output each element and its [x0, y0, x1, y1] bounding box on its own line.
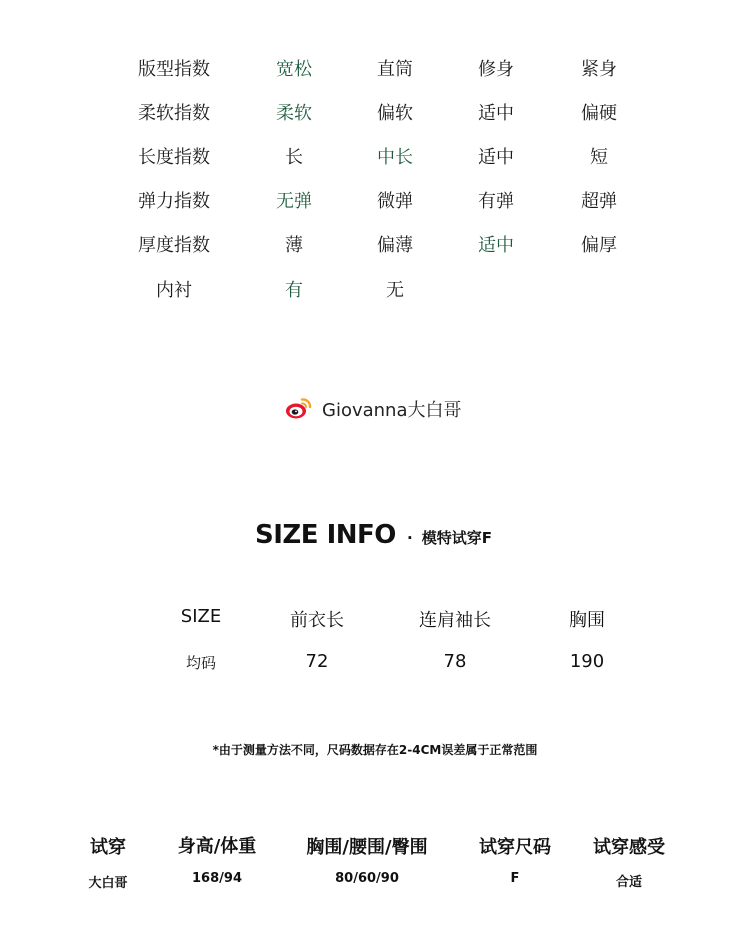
try-header-model: 试穿 [90, 837, 126, 858]
index-row-label: 弹力指数 [138, 191, 210, 212]
index-option-selected: 有 [285, 280, 303, 301]
try-value-feel: 合适 [615, 875, 643, 890]
index-option-selected: 宽松 [276, 59, 312, 80]
size-value-chest: 190 [569, 651, 605, 672]
try-value-size: F [510, 871, 520, 886]
size-header-front-length: 前衣长 [290, 610, 344, 631]
index-option: 适中 [478, 147, 514, 168]
index-option: 长 [285, 147, 303, 168]
size-header-size: SIZE [180, 606, 222, 627]
index-option: 有弹 [478, 191, 514, 212]
index-option: 偏硬 [581, 103, 617, 124]
weibo-handle: Giovanna大白哥 [322, 400, 462, 421]
index-row-label: 版型指数 [138, 59, 210, 80]
size-info-separator: · [406, 529, 413, 547]
index-row-label: 厚度指数 [138, 235, 210, 256]
try-value-model: 大白哥 [88, 876, 128, 891]
size-info-title: SIZE INFO [255, 520, 396, 550]
index-row-label: 内衬 [156, 280, 192, 301]
index-option: 超弹 [581, 191, 617, 212]
index-option-selected: 适中 [478, 235, 514, 256]
size-value-size: 均码 [185, 654, 217, 672]
index-option: 适中 [478, 103, 514, 124]
size-value-sleeve-length: 78 [443, 651, 467, 672]
index-option: 修身 [478, 59, 514, 80]
try-header-feel: 试穿感受 [593, 837, 665, 858]
index-option: 紧身 [581, 59, 617, 80]
try-value-measurements: 80/60/90 [335, 871, 399, 886]
measurement-note: *由于测量方法不同，尺码数据存在2-4CM误差属于正常范围 [212, 743, 538, 757]
index-row-label: 长度指数 [138, 147, 210, 168]
index-row-label: 柔软指数 [138, 103, 210, 124]
size-info-subtitle: 模特试穿F [421, 529, 493, 547]
size-info-title-row [255, 520, 492, 550]
size-header-chest: 胸围 [569, 610, 605, 631]
index-option: 偏厚 [581, 235, 617, 256]
try-header-height-weight: 身高/体重 [177, 836, 257, 857]
index-option: 偏薄 [377, 235, 413, 256]
weibo-icon [285, 396, 313, 420]
try-header-measurements: 胸围/腰围/臀围 [306, 837, 428, 858]
index-option-selected: 中长 [377, 147, 413, 168]
index-option: 短 [590, 147, 608, 168]
index-option-selected: 无弹 [276, 191, 312, 212]
try-value-height-weight: 168/94 [192, 871, 242, 886]
try-header-size: 试穿尺码 [479, 837, 551, 858]
index-option: 微弹 [377, 191, 413, 212]
size-value-front-length: 72 [305, 651, 329, 672]
index-option: 薄 [285, 235, 303, 256]
index-option: 直筒 [377, 59, 413, 80]
index-option: 偏软 [377, 103, 413, 124]
size-header-sleeve-length: 连肩袖长 [419, 610, 491, 631]
index-option-selected: 柔软 [276, 103, 312, 124]
index-option: 无 [386, 280, 404, 301]
